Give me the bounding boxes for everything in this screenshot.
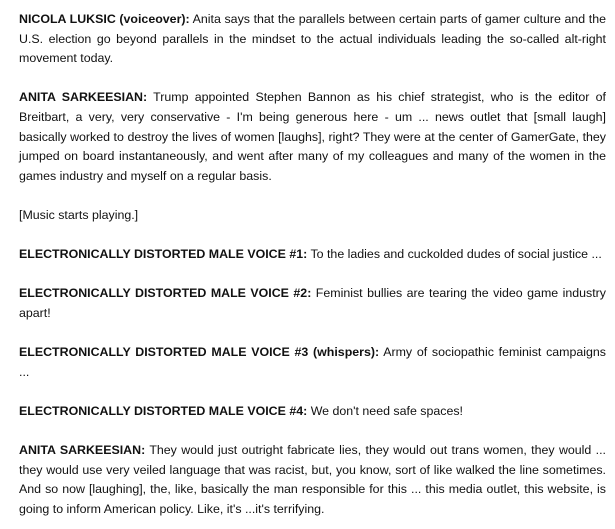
transcript-paragraph-voice-3 — [19, 343, 606, 382]
speaker-label: ELECTRONICALLY DISTORTED MALE VOICE #1: — [19, 247, 308, 262]
transcript-paragraph-luksic — [19, 10, 606, 69]
speaker-label: ELECTRONICALLY DISTORTED MALE VOICE #4: — [19, 403, 308, 418]
dialogue-text: Anita says that the parallels between certain parts of gamer culture and the U.S. election go beyond parallels in the mindset to the actual individuals leading the so-called alt-right movement today. — [19, 12, 606, 66]
speaker-label: ELECTRONICALLY DISTORTED MALE VOICE #2: — [19, 286, 312, 301]
dialogue-text: To the ladies and cuckolded dudes of social justice ... — [310, 247, 602, 262]
speaker-label: ELECTRONICALLY DISTORTED MALE VOICE #3 (whispers): — [19, 345, 380, 360]
speaker-label: NICOLA LUKSIC (voiceover): — [19, 12, 190, 26]
speaker-label: ANITA SARKEESIAN: — [19, 90, 148, 105]
transcript-paragraph-sarkeesian-1 — [19, 88, 606, 186]
dialogue-text: Trump appointed Stephen Bannon as his chief strategist, who is the editor of Breitbart, a very, very conservative - I'm being generous here - um ... news outlet that [small laugh] basically worked to destroy the lives of women [laughs], right? They were at the center of GamerGate, they jumped on board instantaneously, and went after many of my colleagues and many of the women in the games industry and myself on a regular basis. — [19, 90, 606, 183]
dialogue-text: Army of sociopathic feminist campaigns ... — [19, 345, 606, 379]
dialogue-text: We don't need safe spaces! — [310, 403, 463, 418]
transcript-paragraph-voice-1 — [19, 245, 606, 265]
stage-direction-text: [Music starts playing.] — [19, 207, 139, 222]
speaker-label: ANITA SARKEESIAN: — [19, 443, 146, 458]
transcript-paragraph-sarkeesian-2 — [19, 441, 606, 519]
dialogue-text: They would just outright fabricate lies, they would out trans women, they would ... they would use very veiled language that was racist, but, you know, sort of like walked the line sometimes. And so now [laughing], the, like, basically the man responsible for this ... this media outlet, this website, is going to inform American policy. Like, it's ...it's terrifying. — [19, 443, 606, 516]
transcript-paragraph-voice-2 — [19, 284, 606, 323]
transcript-paragraph-voice-4 — [19, 402, 606, 422]
transcript-paragraph-stage-direction — [19, 206, 606, 226]
dialogue-text: Feminist bullies are tearing the video game industry apart! — [19, 286, 607, 320]
